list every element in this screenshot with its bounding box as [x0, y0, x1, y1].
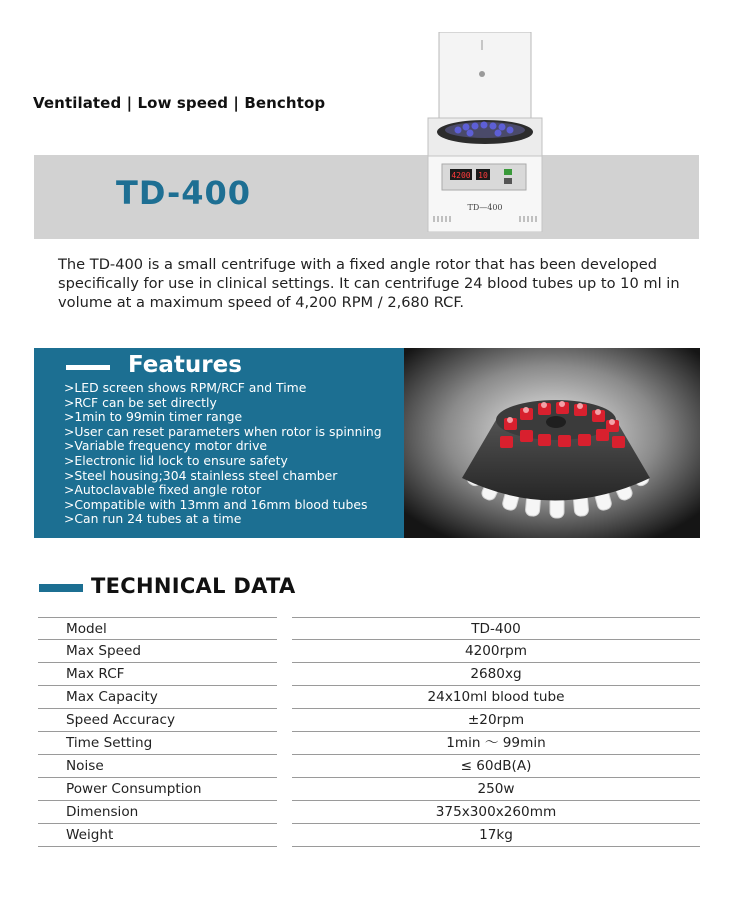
- table-row: [38, 801, 700, 824]
- table-row: [38, 755, 700, 778]
- table-row: [38, 686, 700, 709]
- table-row: [38, 709, 700, 732]
- spec-value: 375x300x260mm: [292, 801, 700, 824]
- feature-item: >Variable frequency motor drive: [64, 438, 268, 454]
- spec-label: Speed Accuracy: [38, 709, 277, 732]
- feature-item: >LED screen shows RPM/RCF and Time: [64, 380, 307, 395]
- display-time-readout: 10: [478, 171, 488, 180]
- table-row: [38, 617, 700, 640]
- feature-item: >Compatible with 13mm and 16mm blood tubes: [64, 496, 368, 512]
- table-row: [38, 732, 700, 755]
- table-row: [38, 640, 700, 663]
- spec-label: Weight: [38, 824, 277, 847]
- model-title: TD-400: [116, 174, 252, 212]
- spec-value: 17kg: [292, 824, 700, 847]
- spec-label: Dimension: [38, 801, 277, 824]
- feature-item: >User can reset parameters when rotor is spinning: [64, 423, 382, 439]
- technical-title-bar: [39, 584, 83, 592]
- spec-label: Max Capacity: [38, 686, 277, 709]
- spec-value: 4200rpm: [292, 640, 700, 663]
- spec-value: 1min ～ 99min: [292, 732, 700, 755]
- display-rpm-readout: 4200: [451, 171, 471, 180]
- spec-value: 24x10ml blood tube: [292, 686, 700, 709]
- spec-label: Max RCF: [38, 663, 277, 686]
- feature-item: >Steel housing;304 stainless steel chamber: [64, 467, 338, 483]
- spec-label: Power Consumption: [38, 778, 277, 801]
- table-row: [38, 778, 700, 801]
- spec-value: ≤ 60dB(A): [292, 755, 700, 778]
- technical-title: TECHNICAL DATA: [91, 574, 296, 598]
- product-description: The TD-400 is a small centrifuge with a fixed angle rotor that has been developed specifically for use in clinical settings. It can centrifuge 24 blood tubes up to 10 ml in volume at a maximum speed of 4,200 RPM / 2,680 RCF.: [58, 256, 680, 311]
- spec-value: 250w: [292, 778, 700, 801]
- spec-label: Time Setting: [38, 732, 277, 755]
- feature-item: >Electronic lid lock to ensure safety: [64, 452, 288, 468]
- spec-value: ±20rpm: [292, 709, 700, 732]
- spec-label: Max Speed: [38, 640, 277, 663]
- features-dash-decoration: [66, 365, 110, 370]
- rotor-image: [404, 348, 700, 538]
- features-title: Features: [128, 352, 242, 378]
- panel-model-label: TD—400: [467, 203, 503, 212]
- feature-item: >RCF can be set directly: [64, 394, 217, 410]
- feature-item: >Autoclavable fixed angle rotor: [64, 482, 262, 498]
- features-list: [64, 381, 382, 527]
- technical-data-table: [38, 617, 700, 847]
- table-row: [38, 663, 700, 686]
- feature-item: >1min to 99min timer range: [64, 409, 243, 425]
- spec-value: TD-400: [292, 617, 700, 640]
- centrifuge-product-image: [420, 32, 550, 232]
- spec-label: Model: [38, 617, 277, 640]
- spec-value: 2680xg: [292, 663, 700, 686]
- spec-label: Noise: [38, 755, 277, 778]
- feature-item: >Can run 24 tubes at a time: [64, 511, 242, 527]
- product-tagline: Ventilated | Low speed | Benchtop: [33, 94, 326, 112]
- table-row: [38, 824, 700, 847]
